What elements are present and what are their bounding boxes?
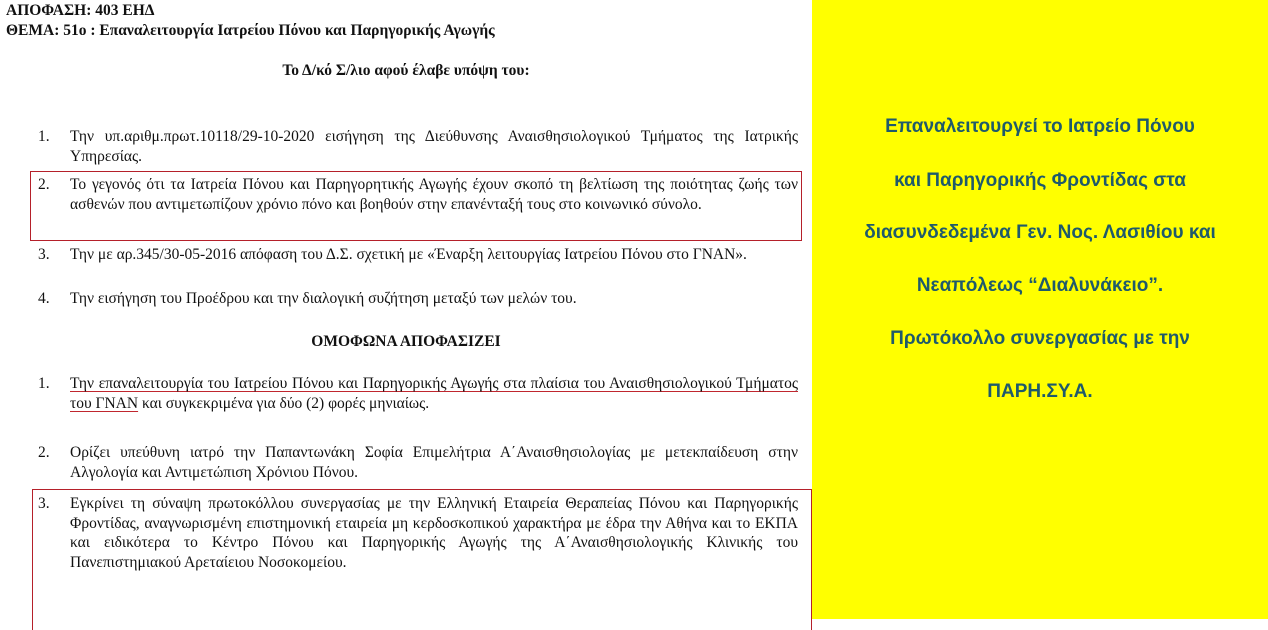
item-number: 2.	[38, 176, 50, 193]
summary-line: και Παρηγορικής Φροντίδας στα	[894, 170, 1186, 191]
summary-line: διασυνδεδεμένα Γεν. Νος. Λασιθίου και	[864, 222, 1216, 243]
summary-line: Επαναλειτουργεί το Ιατρείο Πόνου	[885, 116, 1195, 137]
highlight-box	[30, 171, 802, 241]
item-number: 4.	[38, 290, 50, 307]
item-text-rest: και συγκεκριμένα για δύο (2) φορές μηνιαίως.	[138, 394, 430, 412]
item-number: 3.	[38, 495, 50, 512]
item-text: Το γεγονός ότι τα Ιατρεία Πόνου και Παρηγορητικής Αγωγής έχουν σκοπό τη βελτίωση της ποιότητας ζωής των ασθενών που αντιμετωπίζουν χρόνιο πόνο και βοηθούν στην επανένταξή τους στο κοινωνικό σύνολο.	[70, 176, 798, 213]
decides-heading: ΟΜΟΦΩΝΑ ΑΠΟΦΑΣΙΖΕΙ	[311, 333, 501, 350]
summary-line: Νεαπόλεως “Διαλυνάκειο”.	[916, 275, 1164, 296]
item-text: Την με αρ.345/30-05-2016 απόφαση του Δ.Σ. σχετική με «Έναρξη λειτουργίας Ιατρείου Πόνου στο ΓΝΑΝ».	[70, 246, 747, 263]
item-text	[70, 374, 798, 413]
item-text: Ορίζει υπεύθυνη ιατρό την Παπαντωνάκη Σοφία Επιμελήτρια Α΄Αναισθησιολογίας με μετεκπαίδευση στην Αλγολογία και Αντιμετώπιση Χρόνιου Πόνου.	[70, 444, 798, 481]
item-text: Την υπ.αριθμ.πρωτ.10118/29-10-2020 εισήγηση της Διεύθυνσης Αναισθησιολογικού Τμήματος της Ιατρικής Υπηρεσίας.	[70, 128, 798, 165]
item-text: Την εισήγηση του Προέδρου και την διαλογική συζήτηση μεταξύ των μελών του.	[70, 290, 577, 307]
highlight-box	[32, 489, 812, 630]
summary-panel	[812, 0, 1268, 619]
item-number: 3.	[38, 246, 50, 263]
item-number: 1.	[38, 128, 50, 145]
underlined-text: Την επαναλειτουργία του Ιατρείου Πόνου και Παρηγορικής Αγωγής στα πλαίσια του Αναισθησιολογικού Τμήματος του ΓΝΑΝ	[70, 375, 798, 412]
item-text: Εγκρίνει τη σύναψη πρωτοκόλλου συνεργασίας με την Ελληνική Εταιρεία Θεραπείας Πόνου και Παρηγορικής Φροντίδας, αναγνωρισμένη επιστημονική εταιρεία μη κερδοσκοπικού χαρακτήρα με έδρα την Αθήνα και το ΕΚΠΑ και ειδικότερα το Κέντρο Πόνου και Παρηγορικής Αγωγής της Α΄Αναισθησιολογικής Κλινικής του Πανεπιστημιακού Αρεταίειου Νοσοκομείου.	[70, 495, 798, 571]
item-number: 2.	[38, 444, 50, 461]
preamble: Το Δ/κό Σ/λιο αφού έλαβε υπόψη του:	[282, 62, 530, 79]
decision-subject: ΘΕΜΑ: 51ο : Επαναλειτουργία Ιατρείου Πόνου και Παρηγορικής Αγωγής	[6, 22, 495, 39]
decision-number: ΑΠΟΦΑΣΗ: 403 ΕΗΔ	[6, 2, 155, 19]
item-number: 1.	[38, 375, 50, 392]
summary-line: Πρωτόκολλο συνεργασίας με την	[890, 328, 1190, 349]
summary-line: ΠΑΡΗ.ΣΥ.Α.	[987, 381, 1093, 402]
